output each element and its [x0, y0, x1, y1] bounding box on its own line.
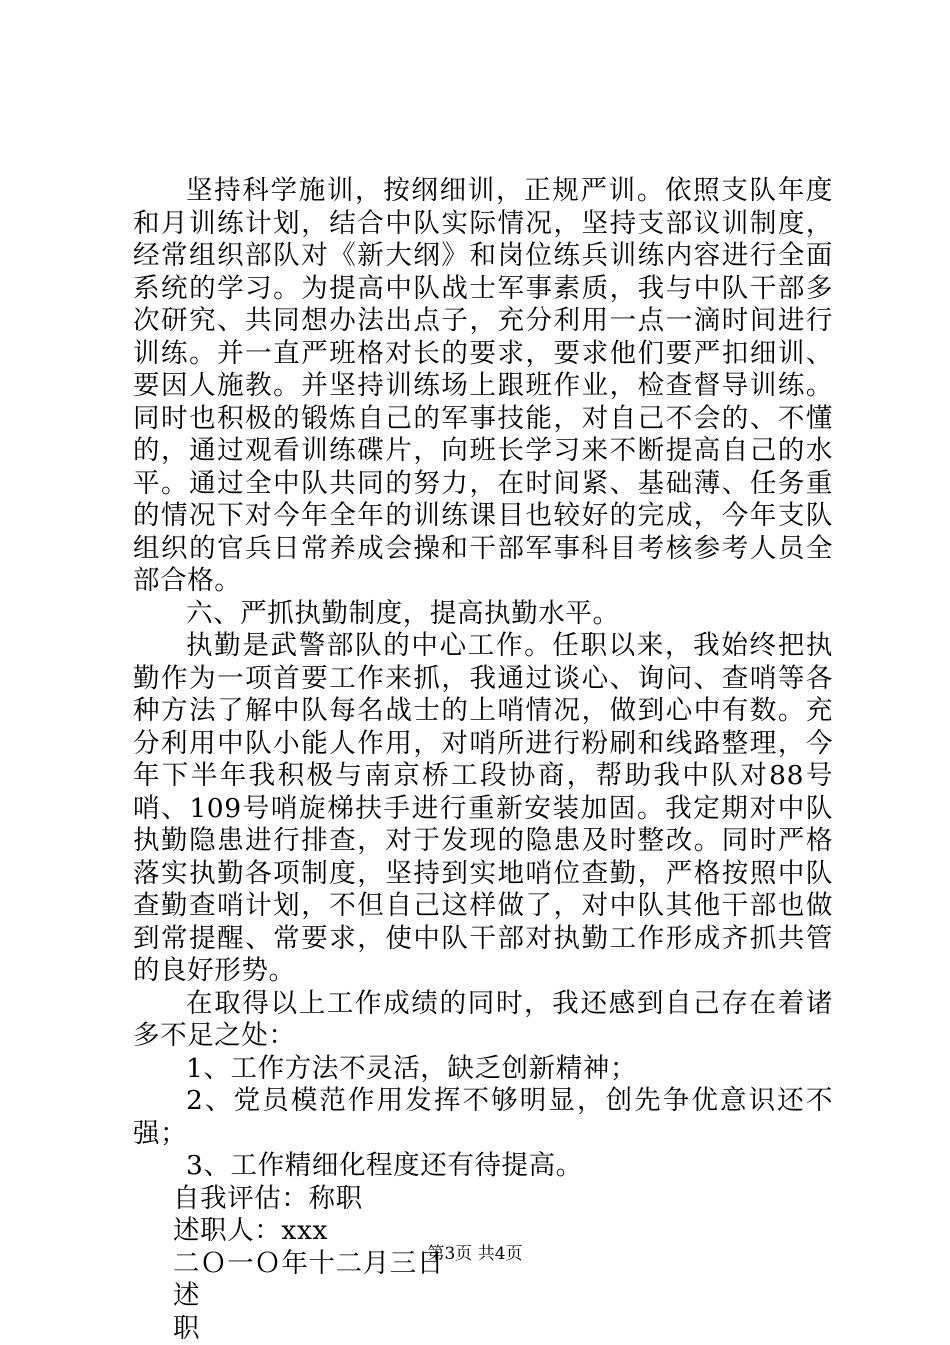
page-footer [0, 1243, 950, 1265]
paragraph-duty: 执勤是武警部队的中心工作。任职以来，我始终把执勤作为一项首要工作来抓，我通过谈心、询问、查哨等各种方法了解中队每名战士的上哨情况，做到心中有数。充分利用中队小能人作用，对哨所进行粉刷和线路整理，今年下半年我积极与南京桥工段协商，帮助我中队对88号哨、109号哨旋梯扶手进行重新安装加固。我定期对中队执勤隐患进行排查，对于发现的隐患及时整改。同时严格落实执勤各项制度，坚持到实地哨位查勤，严格按照中队查勤查哨计划，不但自己这样做了，对中队其他干部也做到常提醒、常要求，使中队干部对执勤工作形成齐抓共管的良好形势。 [133, 630, 833, 988]
shortcoming-item-1: 1、工作方法不灵活，缺乏创新精神； [133, 1053, 833, 1086]
report-date: 二Ｏ一Ｏ年十二月三日 [133, 1248, 833, 1281]
trailing-char-2: 职 [133, 1313, 833, 1345]
paragraph-training: 坚持科学施训，按纲细训，正规严训。依照支队年度和月训练计划，结合中队实际情况，坚持支部议训制度，经常组织部队对《新大纲》和岗位练兵训练内容进行全面系统的学习。为提高中队战士军事素质，我与中队干部多次研究、共同想办法出点子，充分利用一点一滴时间进行训练。并一直严班格对长的要求，要求他们要严扣细训、要因人施教。并坚持训练场上跟班作业，检查督导训练。同时也积极的锻炼自己的军事技能，对自己不会的、不懂的，通过观看训练碟片，向班长学习来不断提高自己的水平。通过全中队共同的努力，在时间紧、基础薄、任务重的情况下对今年全年的训练课目也较好的完成，今年支队组织的官兵日常养成会操和干部军事科目考核参考人员全部合格。 [133, 175, 833, 598]
document-body [133, 175, 833, 1345]
reporter-name: 述职人：xxx [133, 1215, 833, 1248]
shortcoming-item-3: 3、工作精细化程度还有待提高。 [133, 1150, 833, 1183]
trailing-char-1: 述 [133, 1280, 833, 1313]
shortcoming-item-2: 2、党员模范作用发挥不够明显，创先争优意识还不强； [133, 1085, 833, 1150]
section-heading-duty: 六、严抓执勤制度，提高执勤水平。 [133, 598, 833, 631]
paragraph-shortcomings-intro: 在取得以上工作成绩的同时，我还感到自己存在着诸多不足之处： [133, 988, 833, 1053]
page-number: 第3页 共4页 [427, 1244, 522, 1264]
self-evaluation: 自我评估：称职 [133, 1183, 833, 1216]
